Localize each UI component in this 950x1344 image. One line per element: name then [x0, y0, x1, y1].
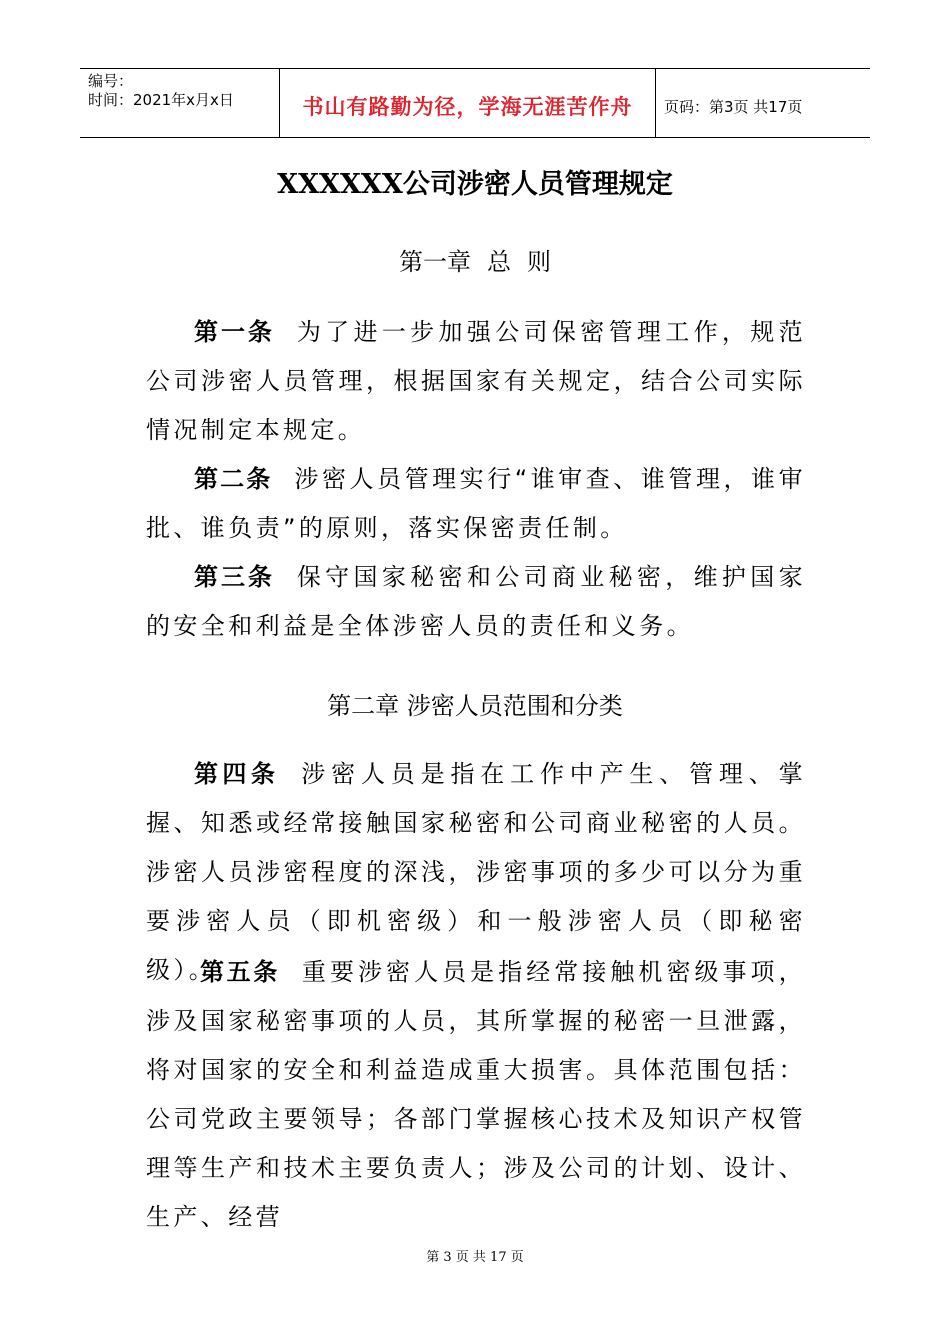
chapter-1-name-b: 则: [527, 248, 551, 276]
page-footer: 第 3 页 共 17 页: [426, 1250, 524, 1265]
article-4-lead: 第四条: [194, 760, 280, 788]
header-page-label: 页码：第3页 共17页: [664, 97, 803, 116]
page-header: [80, 68, 870, 138]
time-label: 时间：2021年x月x日: [88, 91, 234, 109]
article-5: [146, 948, 806, 1242]
article-3: [146, 553, 806, 651]
article-5-lead: 第五条: [200, 958, 280, 986]
chapter-2-heading: 第二章 涉密人员范围和分类: [327, 692, 623, 720]
article-1-text: 为了进一步加强公司保密管理工作，规范公司涉密人员管理，根据国家有关规定，结合公司实际情况制定本规定。: [146, 318, 807, 444]
article-1: [146, 308, 806, 455]
article-3-text: 保守国家秘密和公司商业秘密，维护国家的安全和利益是全体涉密人员的责任和义务。: [146, 563, 807, 640]
article-4-text: 涉密人员是指在工作中产生、管理、掌握、知悉或经常接触国家秘密和公司商业秘密的人员。涉密人员涉密程度的深浅，涉密事项的多少可以分为重要涉密人员（即机密级）和一般涉密人员（即秘密级）。: [146, 760, 806, 984]
article-2: [146, 455, 806, 553]
article-2-text: 涉密人员管理实行“谁审查、谁管理，谁审批、谁负责”的原则，落实保密责任制。: [146, 465, 806, 542]
chapter-1-label: 第一章: [399, 248, 471, 276]
article-3-lead: 第三条: [194, 563, 275, 591]
number-label: 编号：: [88, 72, 134, 90]
article-5-text: 重要涉密人员是指经常接触机密级事项，涉及国家秘密事项的人员，其所掌握的秘密一旦泄露，将对国家的安全和利益造成重大损害。具体范围包括：公司党政主要领导；各部门掌握核心技术及知识产权管理等生产和技术主要负责人；涉及公司的计划、设计、生产、经营: [146, 958, 806, 1231]
article-2-lead: 第二条: [194, 465, 273, 493]
header-motto: 书山有路勤为径，学海无涯苦作舟: [280, 69, 656, 137]
article-1-lead: 第一条: [194, 318, 275, 346]
chapter-1-heading: [0, 242, 950, 277]
chapter-1-name-a: 总: [487, 248, 511, 276]
document-title: XXXXXX公司涉密人员管理规定: [277, 169, 673, 200]
header-meta: [80, 69, 280, 137]
